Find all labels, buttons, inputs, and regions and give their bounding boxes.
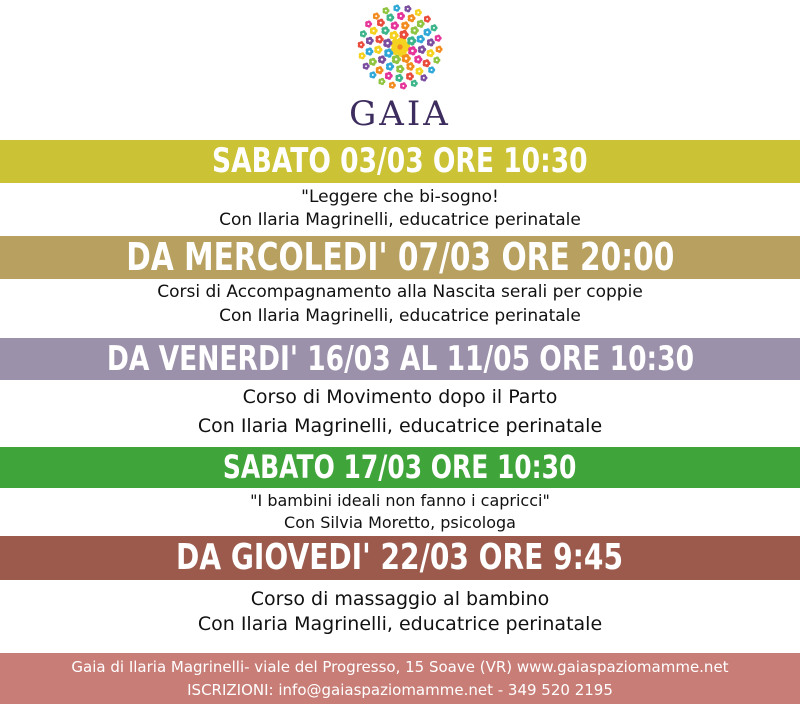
logo-flower-center xyxy=(425,62,427,64)
logo-flower-center xyxy=(430,41,432,43)
brand-name: GAIA xyxy=(349,94,451,134)
logo-flower-center xyxy=(421,48,423,50)
logo-flower-center xyxy=(378,38,380,40)
logo-flower-center xyxy=(402,85,404,87)
logo-flower-center xyxy=(410,17,412,19)
event-3-date: DA VENERDI' 16/03 AL 11/05 ORE 10:30 xyxy=(106,339,694,379)
gaia-logo xyxy=(340,0,460,135)
logo-flower-center xyxy=(426,18,428,20)
logo-flower-center xyxy=(411,50,414,53)
logo-flower-center xyxy=(377,49,379,51)
logo-flower-center xyxy=(409,65,411,67)
logo-flower-center xyxy=(409,75,411,77)
logo-flower-center xyxy=(436,59,438,61)
event-2-host: Con Ilaria Magrinelli, educatrice perinatale xyxy=(219,306,581,326)
event-2-date-band xyxy=(0,236,800,279)
event-5-date-band xyxy=(0,536,800,580)
logo-flower-center xyxy=(389,65,391,67)
logo-flower-center xyxy=(403,33,406,36)
logo-flower-center xyxy=(381,58,383,60)
event-1-host: Con Ilaria Magrinelli, educatrice perinatale xyxy=(219,210,581,230)
logo-flower-center xyxy=(384,29,386,31)
logo-flower-center xyxy=(378,69,380,71)
logo-flower-center xyxy=(388,75,390,77)
logo-flower-center xyxy=(423,77,425,79)
footer-contacts: ISCRIZIONI: info@gaiaspaziomamme.net - 349 520 2195 xyxy=(187,681,613,699)
logo-flower-center xyxy=(372,61,374,63)
logo-flower-center xyxy=(418,70,420,72)
logo-flower-center xyxy=(386,42,389,45)
logo-flower-center xyxy=(438,48,440,50)
logo-flower-center xyxy=(410,40,413,43)
logo-flower-center xyxy=(373,30,375,32)
logo-flower-center xyxy=(400,15,402,17)
event-1-date: SABATO 03/03 ORE 10:30 xyxy=(212,141,588,181)
logo-flower-center xyxy=(404,24,406,26)
logo-flower-center xyxy=(394,25,396,27)
logo-flower-center xyxy=(413,82,415,84)
event-2-title: Corsi di Accompagnamento alla Nascita serali per coppie xyxy=(157,282,643,302)
logo-flower-center xyxy=(433,27,435,29)
logo-flower-center xyxy=(385,10,387,12)
event-3-date-band xyxy=(0,338,800,380)
logo-flower-center xyxy=(395,58,398,61)
event-2-date: DA MERCOLEDI' 07/03 ORE 20:00 xyxy=(125,236,675,279)
logo-flower-center xyxy=(429,52,431,54)
event-4-date: SABATO 17/03 ORE 10:30 xyxy=(223,448,577,486)
logo-flower-center xyxy=(365,65,367,67)
event-4-host: Con Silvia Moretto, psicologa xyxy=(284,513,516,532)
logo-flower-center xyxy=(362,33,364,35)
event-1-date-band xyxy=(0,140,800,183)
logo-flower-center xyxy=(389,17,391,19)
event-5-date: DA GIOVEDI' 22/03 ORE 9:45 xyxy=(176,537,624,578)
logo-flower-center xyxy=(419,38,421,40)
event-3-host: Con Ilaria Magrinelli, educatrice perinatale xyxy=(197,415,603,437)
logo-flower-center xyxy=(360,44,362,46)
logo-flower-center xyxy=(375,15,377,17)
logo-flower-center xyxy=(380,22,382,24)
logo-flower-center xyxy=(393,34,396,37)
event-1-title: "Leggere che bi-sogno! xyxy=(301,187,499,207)
logo-flower-center xyxy=(398,77,400,79)
logo-flower-center xyxy=(387,52,390,55)
logo-flower-center xyxy=(419,23,421,25)
logo-flower-center xyxy=(407,8,409,10)
footer-address: Gaia di Ilaria Magrinelli- viale del Progresso, 15 Soave (VR) www.gaiaspaziomamme.net xyxy=(71,658,729,676)
logo-flower-center xyxy=(417,58,419,60)
event-5-host: Con Ilaria Magrinelli, educatrice perinatale xyxy=(197,613,603,635)
logo-flower-center xyxy=(367,23,369,25)
logo-flower-center xyxy=(361,55,363,57)
event-4-title: "I bambini ideali non fanno i capricci" xyxy=(250,491,550,510)
flower-mandala-icon xyxy=(340,0,460,95)
event-3-title: Corso di Movimento dopo il Parto xyxy=(242,386,558,408)
logo-flower-center xyxy=(368,50,370,52)
event-4-date-band xyxy=(0,447,800,488)
logo-flower-center xyxy=(372,74,374,76)
logo-flower-center xyxy=(437,37,439,39)
logo-flower-center xyxy=(405,57,408,60)
logo-flower-center xyxy=(426,31,428,33)
logo-flower-center xyxy=(431,69,433,71)
logo-flower-center xyxy=(396,7,398,9)
logo-flower-center xyxy=(413,29,415,31)
logo-flower-center xyxy=(399,68,401,70)
logo-flower-center xyxy=(381,81,383,83)
event-5-title: Corso di massaggio al bambino xyxy=(250,588,550,610)
logo-flower-center xyxy=(397,44,402,49)
logo-flower-center xyxy=(391,84,393,86)
logo-flower-center xyxy=(417,12,419,14)
footer-bar xyxy=(0,653,800,704)
logo-flower-center xyxy=(369,40,371,42)
